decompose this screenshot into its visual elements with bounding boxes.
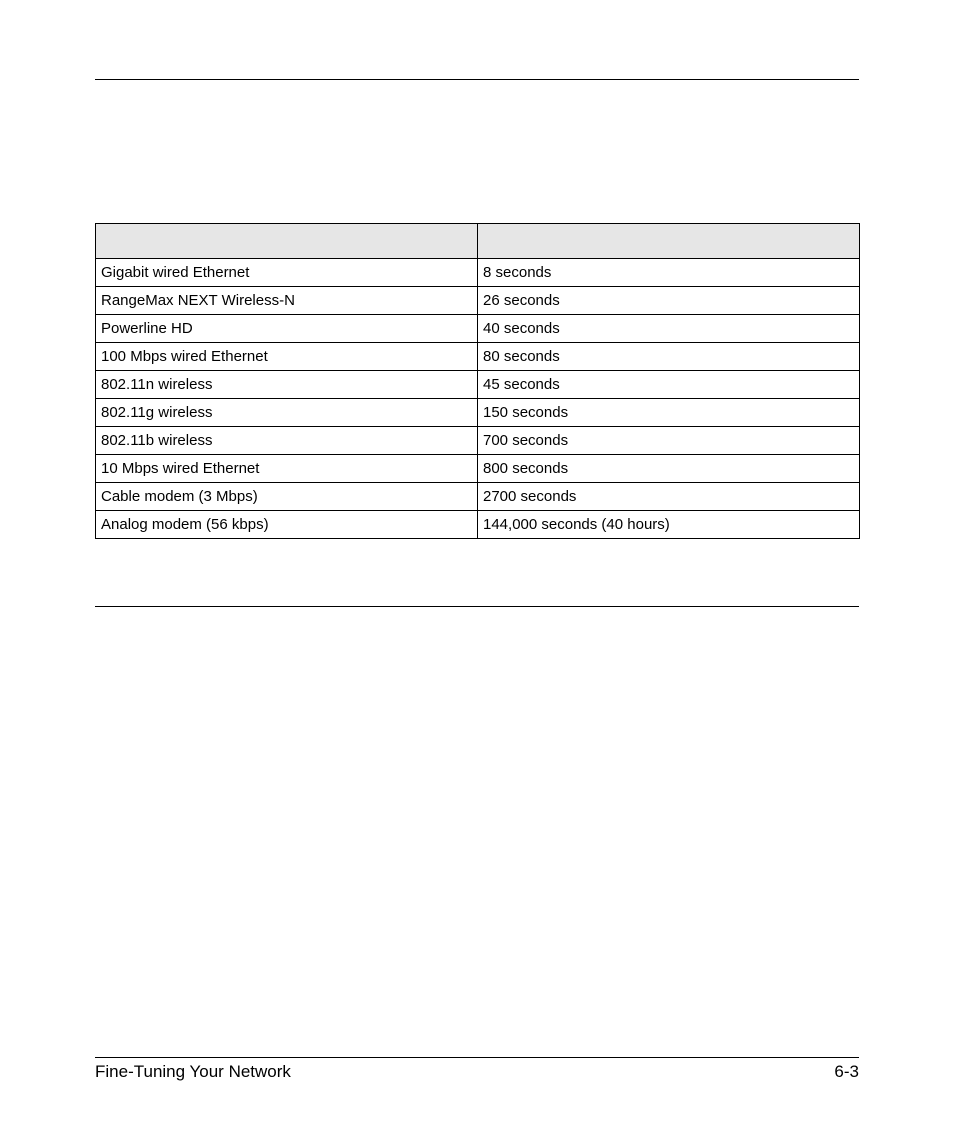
footer-rule xyxy=(95,1057,859,1058)
connection-type-cell: 100 Mbps wired Ethernet xyxy=(96,343,478,371)
connection-type-cell: Powerline HD xyxy=(96,315,478,343)
footer-chapter-title: Fine-Tuning Your Network xyxy=(95,1062,291,1081)
transfer-time-table xyxy=(95,223,860,539)
table-header-cell xyxy=(96,224,478,259)
transfer-time-cell: 40 seconds xyxy=(478,315,860,343)
connection-type-cell: 10 Mbps wired Ethernet xyxy=(96,455,478,483)
table-row xyxy=(96,343,860,371)
top-rule xyxy=(95,79,859,80)
connection-type-cell: Gigabit wired Ethernet xyxy=(96,259,478,287)
connection-type-cell: Cable modem (3 Mbps) xyxy=(96,483,478,511)
transfer-time-cell: 144,000 seconds (40 hours) xyxy=(478,511,860,539)
section-rule xyxy=(95,606,859,607)
transfer-time-cell: 700 seconds xyxy=(478,427,860,455)
connection-type-cell: Analog modem (56 kbps) xyxy=(96,511,478,539)
table-header-cell xyxy=(478,224,860,259)
connection-type-cell: 802.11b wireless xyxy=(96,427,478,455)
transfer-time-cell: 2700 seconds xyxy=(478,483,860,511)
table-row xyxy=(96,287,860,315)
transfer-time-cell: 800 seconds xyxy=(478,455,860,483)
transfer-time-cell: 150 seconds xyxy=(478,399,860,427)
table-row xyxy=(96,399,860,427)
transfer-time-cell: 80 seconds xyxy=(478,343,860,371)
transfer-time-cell: 45 seconds xyxy=(478,371,860,399)
table-row xyxy=(96,483,860,511)
connection-type-cell: 802.11n wireless xyxy=(96,371,478,399)
transfer-time-cell: 26 seconds xyxy=(478,287,860,315)
table-header-row xyxy=(96,224,860,259)
transfer-time-cell: 8 seconds xyxy=(478,259,860,287)
table-row xyxy=(96,371,860,399)
connection-type-cell: RangeMax NEXT Wireless-N xyxy=(96,287,478,315)
table-row xyxy=(96,455,860,483)
connection-type-cell: 802.11g wireless xyxy=(96,399,478,427)
table-row xyxy=(96,259,860,287)
table-row xyxy=(96,315,860,343)
table-row xyxy=(96,511,860,539)
table-row xyxy=(96,427,860,455)
footer-page-number: 6-3 xyxy=(834,1062,859,1081)
